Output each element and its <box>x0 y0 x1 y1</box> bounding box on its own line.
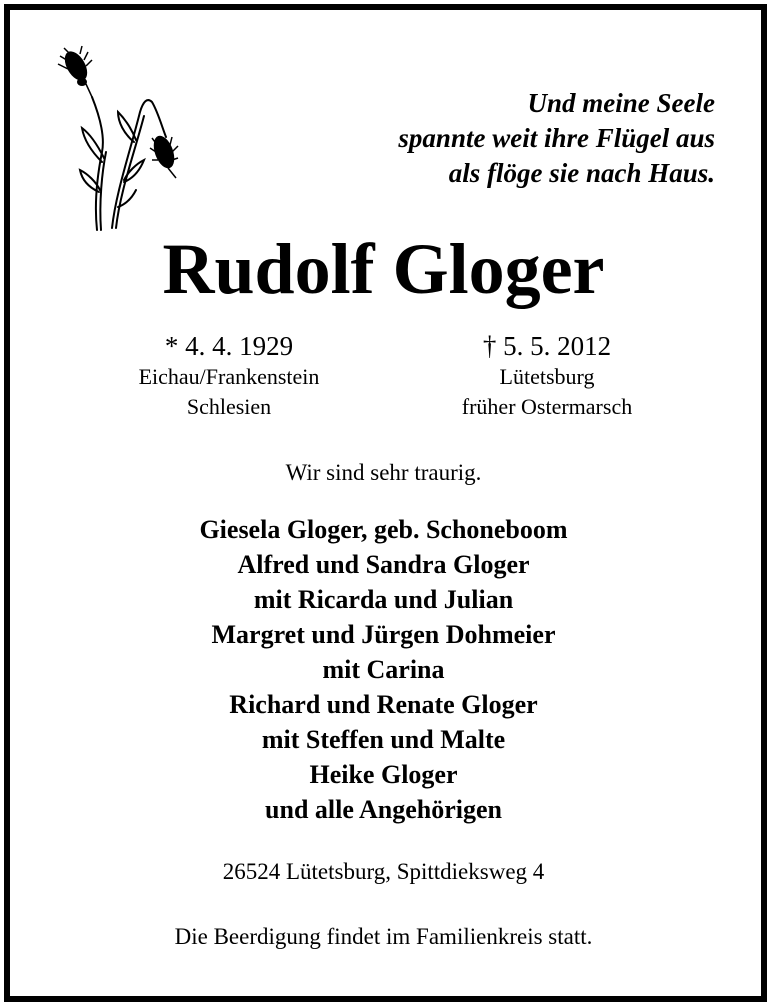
family-line: Heike Gloger <box>309 760 458 789</box>
family-list <box>0 512 767 827</box>
verse-line: Und meine Seele <box>527 88 715 118</box>
family-line: mit Carina <box>322 655 445 684</box>
birth-region: Schlesien <box>186 394 272 419</box>
family-line: Giesela Gloger, geb. Schoneboom <box>199 515 568 544</box>
former-residence: früher Ostermarsch <box>461 394 633 419</box>
family-line: mit Ricarda und Julian <box>253 585 514 614</box>
address: 26524 Lütetsburg, Spittdieksweg 4 <box>222 859 545 884</box>
death-info <box>412 330 682 422</box>
funeral-note: Die Beerdigung findet im Familienkreis statt. <box>174 924 593 949</box>
wheat-ears-icon <box>52 42 192 232</box>
birth-date: * 4. 4. 1929 <box>164 331 294 361</box>
birth-info <box>94 330 364 422</box>
family-line: Alfred und Sandra Gloger <box>237 550 530 579</box>
verse <box>398 86 715 191</box>
birth-place: Eichau/Frankenstein <box>138 364 320 389</box>
verse-line: als flöge sie nach Haus. <box>448 158 715 188</box>
family-line: Margret und Jürgen Dohmeier <box>211 620 556 649</box>
family-line: mit Steffen und Malte <box>261 725 506 754</box>
family-line: und alle Angehörigen <box>265 795 502 824</box>
family-line: Richard und Renate Gloger <box>229 690 538 719</box>
death-place: Lütetsburg <box>499 364 595 389</box>
death-date: † 5. 5. 2012 <box>482 331 612 361</box>
sentiment-line: Wir sind sehr traurig. <box>285 460 482 485</box>
verse-line: spannte weit ihre Flügel aus <box>398 123 715 153</box>
deceased-name: Rudolf Gloger <box>162 229 605 309</box>
